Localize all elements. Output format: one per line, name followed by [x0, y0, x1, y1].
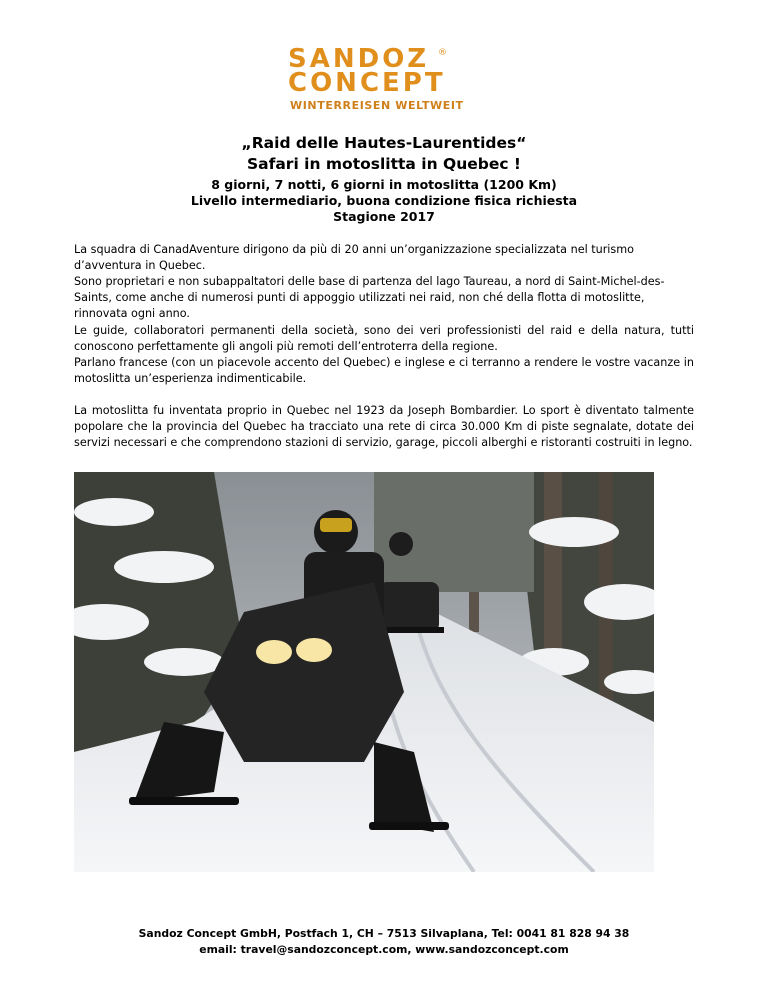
history-paragraph: La motoslitta fu inventata proprio in Quebec nel 1923 da Joseph Bombardier. Lo sport è diventato talmente popolare che la provincia del Quebec ha tracciato una rete di circa 30.000 Km di piste segnalate, dotate dei servizi necessari e che comprendono stazioni di servizio, garage, piccoli alberghi e ristoranti costruiti in legno.	[74, 404, 694, 449]
snowmobile-photo	[74, 472, 654, 872]
intro-sentence-2: Sono proprietari e non subappaltatori delle base di partenza del lago Taureau, a nord di Saint-Michel-des-Saints, come anche di numerosi punti di appoggio utilizzati nei raid, non ché della flotta di motoslitte, rinnovata ogni anno.	[74, 275, 665, 320]
logo-tagline: WINTERREISEN WELTWEIT	[290, 99, 464, 112]
page-title: „Raid delle Hautes-Laurentides“	[241, 134, 527, 152]
sandoz-concept-logo	[288, 44, 464, 118]
guides-sentence-1: Le guide, collaboratori permanenti della società, sono dei veri professionisti del raid e della natura, tutti conoscono perfettamente gli angoli più remoti dell’entroterra della regione.	[74, 324, 694, 353]
difficulty-level: Livello intermediario, buona condizione fisica richiesta	[190, 193, 578, 208]
guides-paragraph	[74, 323, 694, 387]
trip-duration: 8 giorni, 7 notti, 6 giorni in motoslitta (1200 Km)	[211, 177, 557, 192]
footer-contact: email: travel@sandozconcept.com, www.sandozconcept.com	[199, 943, 569, 956]
logo-line-1: SANDOZ	[288, 44, 430, 74]
intro-sentence-1: La squadra di CanadAventure dirigono da più di 20 anni un’organizzazione specializzata nel turismo d’avventura in Quebec.	[74, 243, 634, 272]
page-subtitle: Safari in motoslitta in Quebec !	[246, 155, 522, 173]
guides-sentence-2: Parlano francese (con un piacevole accento del Quebec) e inglese e ci terranno a rendere le vostre vacanze in motoslitta un’esperienza indimenticabile.	[74, 356, 694, 385]
footer-address: Sandoz Concept GmbH, Postfach 1, CH – 7513 Silvaplana, Tel: 0041 81 828 94 38	[138, 927, 630, 940]
season: Stagione 2017	[333, 209, 435, 224]
logo-line-2: CONCEPT	[288, 68, 446, 98]
intro-paragraph	[74, 242, 694, 322]
registered-mark: ®	[438, 48, 447, 58]
